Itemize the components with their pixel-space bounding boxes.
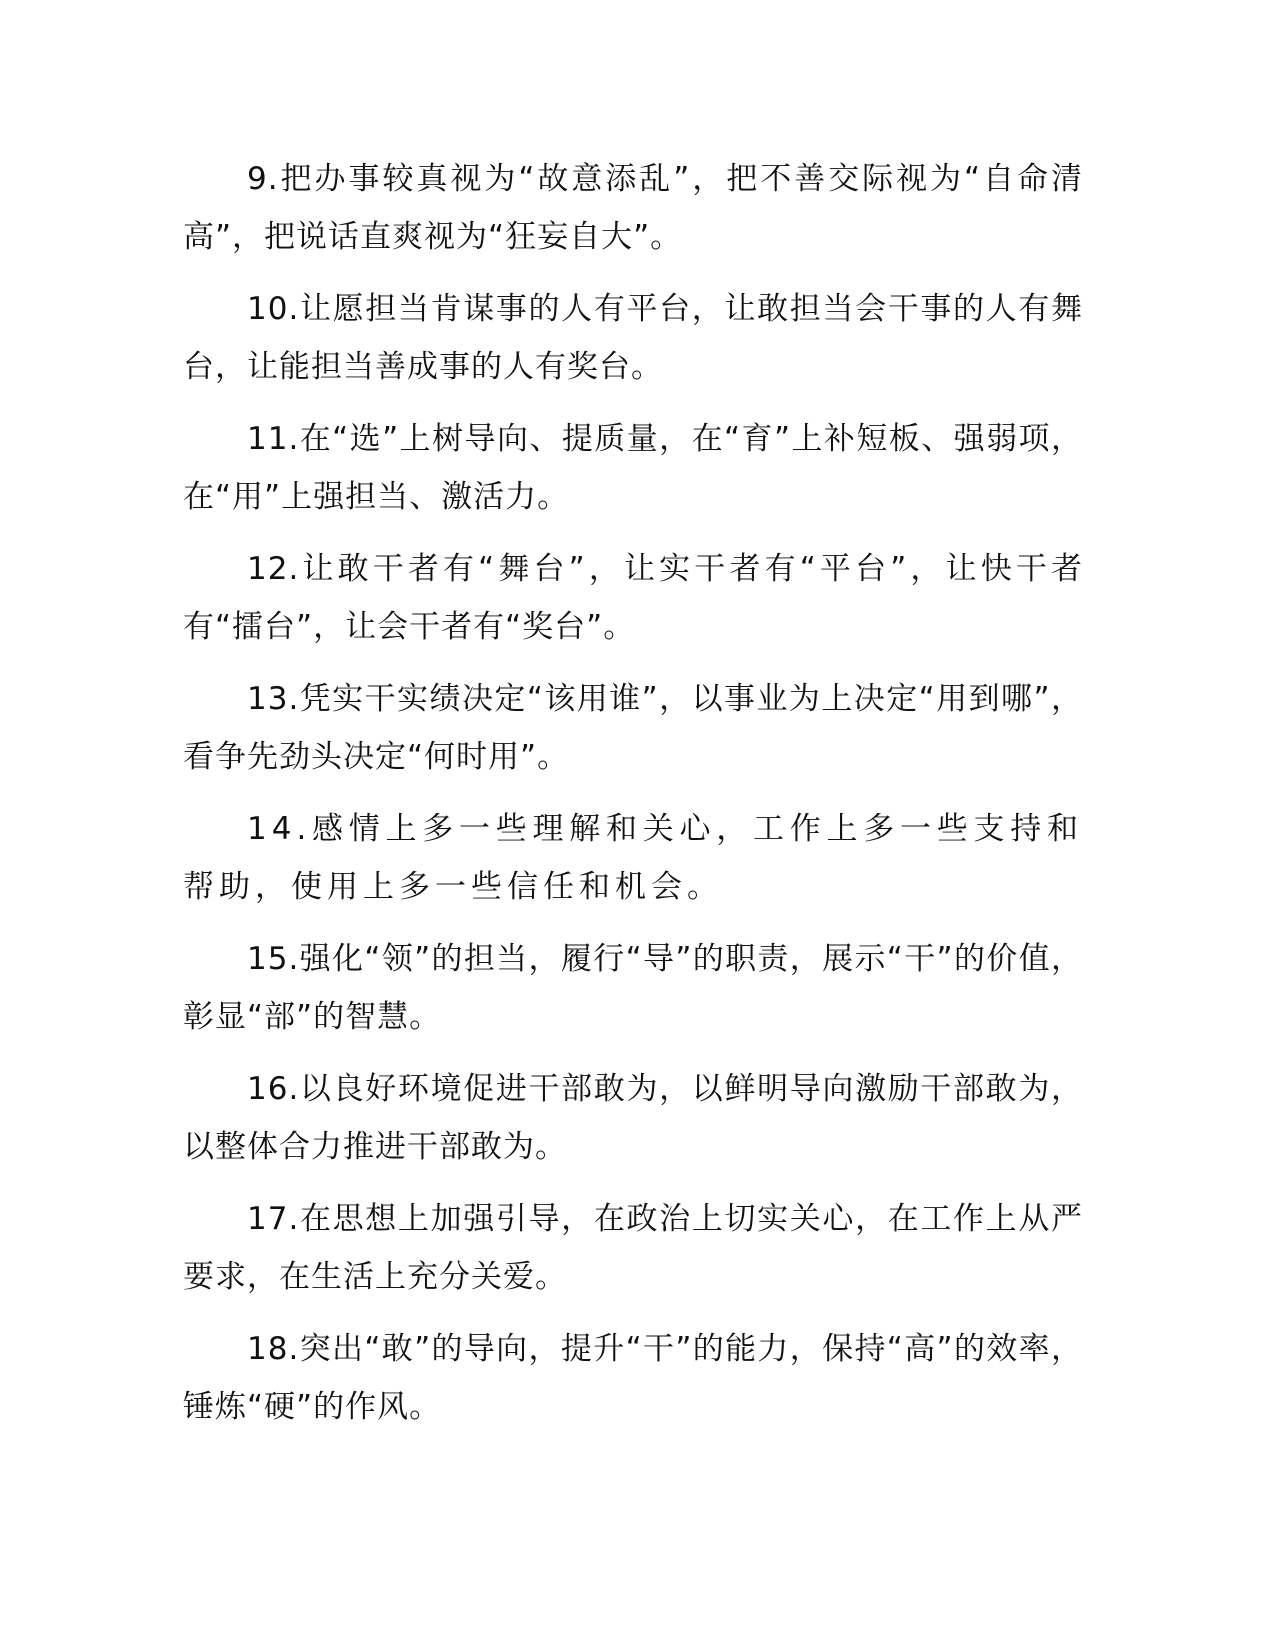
paragraph-12: 12.让敢干者有“舞台”，让实干者有“平台”，让快干者有“擂台”，让会干者有“奖台”。 — [183, 551, 1083, 645]
paragraph-18: 18.突出“敢”的导向，提升“干”的能力，保持“高”的效率，锤炼“硬”的作风。 — [183, 1331, 1083, 1425]
paragraph-14: 14.感情上多一些理解和关心，工作上多一些支持和帮助，使用上多一些信任和机会。 — [183, 811, 1083, 905]
paragraph-15: 15.强化“领”的担当，履行“导”的职责，展示“干”的价值，彰显“部”的智慧。 — [183, 941, 1083, 1035]
paragraph-17: 17.在思想上加强引导，在政治上切实关心，在工作上从严要求，在生活上充分关爱。 — [183, 1201, 1083, 1295]
paragraph-9: 9.把办事较真视为“故意添乱”，把不善交际视为“自命清高”，把说话直爽视为“狂妄自大”。 — [183, 161, 1083, 255]
document-page — [183, 150, 1083, 1450]
paragraph-16: 16.以良好环境促进干部敢为，以鲜明导向激励干部敢为，以整体合力推进干部敢为。 — [183, 1071, 1083, 1165]
paragraph-13: 13.凭实干实绩决定“该用谁”，以事业为上决定“用到哪”，看争先劲头决定“何时用”。 — [183, 681, 1083, 775]
paragraph-11: 11.在“选”上树导向、提质量，在“育”上补短板、强弱项，在“用”上强担当、激活力。 — [183, 421, 1083, 515]
paragraph-10: 10.让愿担当肯谋事的人有平台，让敢担当会干事的人有舞台，让能担当善成事的人有奖台。 — [183, 291, 1083, 385]
